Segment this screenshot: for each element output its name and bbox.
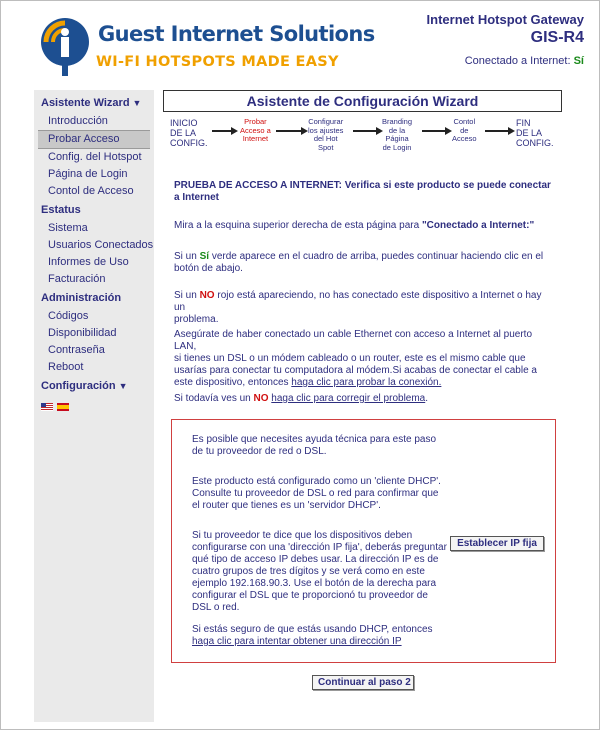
sidebar-item-facturacion[interactable]: Facturación: [48, 273, 106, 285]
sidebar-item-disponibilidad[interactable]: Disponibilidad: [48, 327, 117, 339]
get-ip-link[interactable]: haga clic para intentar obtener una dirección IP: [192, 636, 402, 647]
sidebar-item-pagina-login[interactable]: Página de Login: [48, 168, 128, 180]
no-word: NO: [199, 290, 215, 301]
still-no-suffix: .: [425, 393, 429, 404]
help-line: ejemplo 192.168.90.3. Use el botón de la derecha para: [192, 578, 437, 589]
step-line: los ajustes: [308, 125, 344, 135]
sidebar-item-contrasena[interactable]: Contraseña: [48, 344, 105, 356]
step-line: Página: [385, 134, 409, 143]
step-inicio[interactable]: [170, 118, 208, 148]
heading-line: PRUEBA DE ACCESO A INTERNET: Verifica si este producto se puede conectar: [174, 180, 551, 191]
arrow-right-icon: [485, 130, 509, 132]
yes-line: botón de abajo.: [174, 263, 243, 274]
arrow-right-icon: [353, 130, 377, 132]
es-flag-icon[interactable]: [57, 403, 69, 411]
step-control-acceso[interactable]: [452, 118, 477, 144]
step-line: de Login: [382, 142, 412, 152]
heading-line: a Internet: [174, 192, 220, 203]
wizard-steps: [170, 118, 570, 158]
arrow-right-icon: [422, 130, 446, 132]
step-line: CONFIG.: [516, 138, 554, 148]
ethernet-paragraph: [174, 329, 554, 389]
step-configurar-hotspot[interactable]: [308, 118, 343, 152]
help-line: configurar el DSL que te proporcionó tu proveedor de: [192, 590, 428, 601]
yes-paragraph: [174, 251, 554, 275]
help-line: DSL o red.: [192, 602, 240, 613]
step-probar-acceso[interactable]: [240, 118, 271, 144]
internet-status-value: Sí: [573, 55, 584, 67]
instruction-text: Mira a la esquina superior derecha de esta página para: [174, 220, 420, 231]
step-line: Probar: [244, 117, 267, 126]
step-line: FIN: [516, 118, 531, 128]
yes-prefix: Si un: [174, 251, 197, 262]
internet-status-label: Conectado a Internet:: [464, 55, 571, 67]
internet-status: [465, 55, 584, 67]
help-line: configurarse con una 'dirección IP fija', deberás preguntar: [192, 542, 447, 553]
step-line: CONFIG.: [170, 138, 208, 148]
step-branding[interactable]: [382, 118, 412, 152]
sidebar-item-reboot[interactable]: Reboot: [48, 361, 84, 373]
help-line: cuatro grupos de tres dígitos y se verá como en este: [192, 566, 425, 577]
us-flag-icon[interactable]: [41, 403, 53, 411]
sidebar-item-usuarios-conectados[interactable]: Usuarios Conectados: [48, 239, 154, 251]
continue-step-2-button[interactable]: Continuar al paso 2: [312, 675, 414, 690]
step-line: de: [460, 125, 469, 135]
help-line: Si estás seguro de que estás usando DHCP, entonces: [192, 624, 433, 635]
help-line: Es posible que necesites ayuda técnica para este paso: [192, 434, 437, 445]
step-line: Acceso: [452, 134, 477, 143]
help-box: [171, 419, 556, 663]
sidebar-item-introduccion[interactable]: Introducción: [48, 115, 108, 127]
yes-word: Sí: [199, 251, 210, 262]
step-line: DE LA: [516, 128, 543, 138]
help-paragraph-tech: [192, 434, 436, 458]
step-line: DE LA: [170, 128, 197, 138]
double-chevron-down-icon: ▼: [118, 381, 128, 391]
sidebar-item-control-acceso[interactable]: Contol de Acceso: [48, 185, 134, 197]
product-model: GIS-R4: [530, 29, 584, 46]
step-line: INICIO: [170, 118, 198, 128]
ethernet-line: este dispositivo, entonces: [174, 377, 289, 388]
help-paragraph-dhcp: [192, 476, 441, 512]
ethernet-line: si tienes un DSL o un módem cableado o un router, este es el mismo cable que: [174, 353, 526, 364]
instruction-strong: "Conectado a Internet:": [421, 220, 535, 231]
brand-tagline: WI-FI HOTSPOTS MADE EASY: [96, 54, 339, 70]
brand-name: Guest Internet Solutions: [98, 22, 375, 46]
no-paragraph: [174, 290, 554, 326]
brand-logo: [30, 8, 375, 80]
step-line: Acceso a: [240, 125, 271, 135]
sidebar-section-administracion: Administración: [41, 292, 122, 304]
sidebar: [34, 90, 154, 722]
language-selector: [34, 396, 154, 414]
ethernet-line: usarías para conectar tu computadora al módem.Si acabas de conectar el cable a: [174, 365, 537, 376]
help-paragraph-fixed-ip: [192, 530, 447, 614]
help-line: Consulte tu proveedor de DSL o red para confirmar que: [192, 488, 439, 499]
wifi-i-logo-icon: [38, 12, 92, 78]
product-header: [427, 12, 584, 47]
sidebar-section-configuracion[interactable]: [34, 376, 154, 396]
set-fixed-ip-button[interactable]: Establecer IP fija: [450, 536, 544, 551]
step-fin[interactable]: [516, 118, 554, 148]
sidebar-section-label: Configuración: [41, 380, 116, 392]
help-line: de tu proveedor de red o DSL.: [192, 446, 327, 457]
sidebar-item-sistema[interactable]: Sistema: [48, 222, 88, 234]
arrow-right-icon: [212, 130, 232, 132]
help-line: el router que tienes es un 'servidor DHCP'.: [192, 500, 381, 511]
step-line: Contol: [453, 117, 476, 126]
help-line: qué tipo de acceso IP debes usar. La dirección IP es de: [192, 554, 439, 565]
sidebar-section-label: Asistente Wizard: [41, 97, 130, 109]
yes-line: verde aparece en el cuadro de arriba, puedes continuar haciendo clic en el: [211, 251, 544, 262]
instruction-paragraph: [174, 220, 554, 232]
still-no-prefix: Si todavía ves un: [174, 393, 251, 404]
sidebar-section-wizard[interactable]: [34, 93, 154, 113]
double-chevron-down-icon: ▼: [132, 98, 142, 108]
step-line: de la: [388, 125, 406, 135]
test-connection-link[interactable]: haga clic para probar la conexión.: [291, 377, 442, 388]
help-line: Si tu proveedor te dice que los dispositivos deben: [192, 530, 413, 541]
no-line: rojo está apareciendo, no has conectado este dispositivo a Internet o hay un: [174, 290, 542, 313]
arrow-right-icon: [276, 130, 302, 132]
sidebar-section-estatus: Estatus: [41, 204, 81, 216]
step-line: Configurar: [308, 117, 344, 126]
step-line: Branding: [382, 117, 413, 126]
sidebar-item-probar-acceso[interactable]: Probar Acceso: [38, 130, 150, 149]
help-line: Este producto está configurado como un 'cliente DHCP'.: [192, 476, 441, 487]
product-name: Internet Hotspot Gateway: [426, 12, 584, 27]
page-title: Asistente de Configuración Wizard: [163, 90, 562, 112]
step-line: Spot: [318, 142, 334, 152]
sidebar-item-informes-uso[interactable]: Informes de Uso: [48, 256, 129, 268]
section-heading: [174, 180, 554, 204]
ethernet-line: Asegúrate de haber conectado un cable Ethernet con acceso a Internet al puerto LAN,: [174, 329, 533, 352]
sidebar-item-config-hotspot[interactable]: Config. del Hotspot: [48, 151, 142, 163]
no-prefix: Si un: [174, 290, 197, 301]
no-line: problema.: [174, 314, 219, 325]
step-line: Internet: [242, 134, 269, 143]
fix-problem-link[interactable]: haga clic para corregir el problema: [271, 393, 426, 404]
help-paragraph-dhcp-try: [192, 624, 433, 648]
still-no-paragraph: [174, 393, 554, 405]
still-no-word: NO: [253, 393, 269, 404]
sidebar-item-codigos[interactable]: Códigos: [48, 310, 89, 322]
step-line: del Hot: [313, 134, 338, 143]
